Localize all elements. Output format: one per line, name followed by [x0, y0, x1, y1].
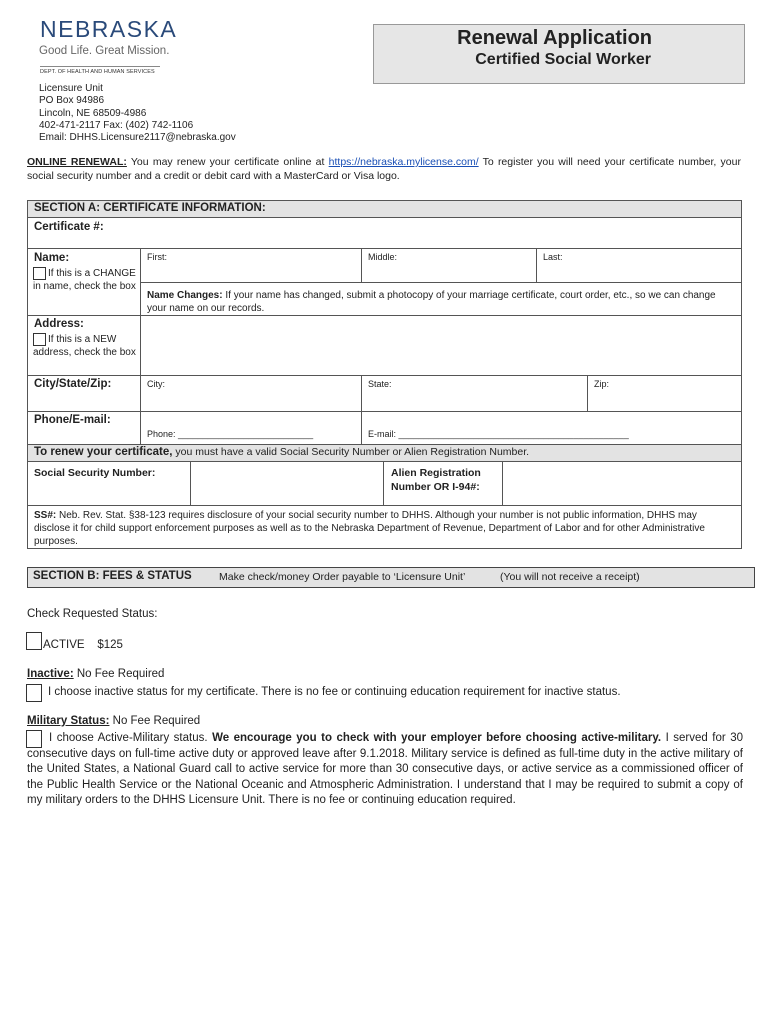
check-requested-label: Check Requested Status:	[27, 608, 158, 620]
state-label: State:	[368, 379, 392, 389]
address-label: Address:	[34, 318, 84, 330]
certificate-row	[27, 217, 742, 249]
payable-note: Make check/money Order payable to ‘Licensure Unit’	[219, 571, 466, 583]
ss-disclosure-note: SS#: Neb. Rev. Stat. §38-123 requires disclosure of your social security number to DHHS. Although your number is not public information, DHHS may disclose it for child support enforcement purposes as well as to the Nebraska Department of Revenue, Department of Labor and for other Administrative purposes.	[34, 510, 705, 548]
email-label: E-mail: ______________________________________________	[368, 429, 629, 439]
name-change-note: If this is a CHANGE in name, check the box	[33, 268, 136, 292]
state-cell[interactable]	[361, 375, 588, 412]
address-label-cell	[27, 315, 141, 376]
first-name-cell[interactable]	[140, 248, 362, 283]
logo-department: DEPT. OF HEALTH AND HUMAN SERVICES	[40, 69, 155, 75]
online-renewal-label: ONLINE RENEWAL:	[27, 156, 127, 168]
renew-requirement-text: To renew your certificate, you must have a valid Social Security Number or Alien Registration Number.	[34, 446, 530, 458]
address-line: Licensure Unit	[39, 83, 103, 94]
page-title: Renewal Application	[457, 27, 652, 49]
phone-cell[interactable]	[140, 411, 362, 445]
zip-label: Zip:	[594, 379, 610, 389]
inactive-heading: Inactive: No Fee Required	[27, 668, 165, 680]
renew-requirement-row	[27, 444, 742, 462]
new-address-note: If this is a NEW address, check the box	[33, 334, 136, 358]
online-text-1: You may renew your certificate online at	[126, 156, 329, 168]
military-description: I choose Active-Military status. We encourage you to check with your employer before choosing active-military. I served for 30 consecutive days on full-time active duty or approved leave after 9.1.2018. Military service is defined as full-time duty in the active military of the United States, a National Guard call to active service for more than 30 consecutive days, or active service as a commissioned officer of the Public Health Service or the National Oceanic and Atmospheric Administration. I understand that I may be required to submit a copy of my military orders to the DHHS Licensure Unit. There is no fee or continuing education required.	[27, 732, 743, 806]
address-input-cell[interactable]	[140, 315, 742, 376]
online-renewal-note	[27, 155, 741, 183]
inactive-checkbox[interactable]	[26, 684, 42, 702]
title-box	[373, 24, 745, 84]
alien-label: Alien Registration Number OR I-94#:	[391, 467, 481, 493]
online-text-2: To register you will need your certificate number, your social security number and a credit or debit card with a MasterCard or Visa logo.	[27, 156, 741, 182]
ss-disclosure-cell	[27, 505, 742, 549]
mailing-address	[39, 83, 236, 144]
ssn-label-cell	[27, 461, 191, 506]
first-name-label: First:	[147, 252, 167, 262]
name-changes-cell	[140, 282, 742, 316]
certificate-label: Certificate #:	[34, 221, 104, 233]
military-heading: Military Status: No Fee Required	[27, 715, 201, 727]
address-line: PO Box 94986	[39, 95, 105, 107]
alien-label-cell	[383, 461, 503, 506]
last-name-cell[interactable]	[536, 248, 742, 283]
section-b-header	[27, 567, 755, 588]
alien-input-cell[interactable]	[502, 461, 742, 506]
name-label: Name:	[34, 252, 70, 264]
phone-label: Phone: ___________________________	[147, 429, 314, 439]
middle-name-label: Middle:	[368, 252, 398, 262]
city-state-zip-label: City/State/Zip:	[34, 378, 112, 390]
city-state-zip-label-cell	[27, 375, 141, 412]
receipt-note: (You will not receive a receipt)	[500, 571, 640, 583]
section-a-header	[27, 200, 742, 218]
middle-name-cell[interactable]	[361, 248, 537, 283]
logo-divider	[40, 66, 160, 67]
address-line: Lincoln, NE 68509-4986	[39, 107, 147, 119]
address-line: 402-471-2117 Fax: (402) 742-1106	[39, 119, 194, 131]
ssn-input-cell[interactable]	[190, 461, 384, 506]
email-cell[interactable]	[361, 411, 742, 445]
address-line: Email: DHHS.Licensure2117@nebraska.gov	[39, 132, 236, 144]
logo-wordmark: NEBRASKA	[40, 16, 178, 42]
inactive-description: I choose inactive status for my certificate. There is no fee or continuing education requirement for inactive status.	[48, 686, 621, 698]
new-address-checkbox[interactable]	[33, 333, 46, 346]
city-cell[interactable]	[140, 375, 362, 412]
section-b-title: SECTION B: FEES & STATUS	[33, 570, 192, 582]
last-name-label: Last:	[543, 252, 563, 262]
section-a-title: SECTION A: CERTIFICATE INFORMATION:	[34, 202, 266, 214]
page-subtitle: Certified Social Worker	[475, 51, 651, 68]
city-label: City:	[147, 379, 165, 389]
phone-email-label-cell	[27, 411, 141, 445]
phone-email-label: Phone/E-mail:	[34, 414, 111, 426]
ssn-label: Social Security Number:	[34, 467, 156, 479]
logo-tagline: Good Life. Great Mission.	[39, 45, 170, 57]
name-label-cell	[27, 248, 141, 316]
active-option: ACTIVE $125	[43, 639, 123, 651]
online-renewal-link[interactable]: https://nebraska.mylicense.com/	[328, 156, 479, 168]
active-checkbox[interactable]	[26, 632, 42, 650]
name-change-checkbox[interactable]	[33, 267, 46, 280]
zip-cell[interactable]	[587, 375, 742, 412]
name-changes-note: Name Changes: If your name has changed, submit a photocopy of your marriage certificate, court order, etc., so we can change your name on our records.	[147, 290, 716, 314]
